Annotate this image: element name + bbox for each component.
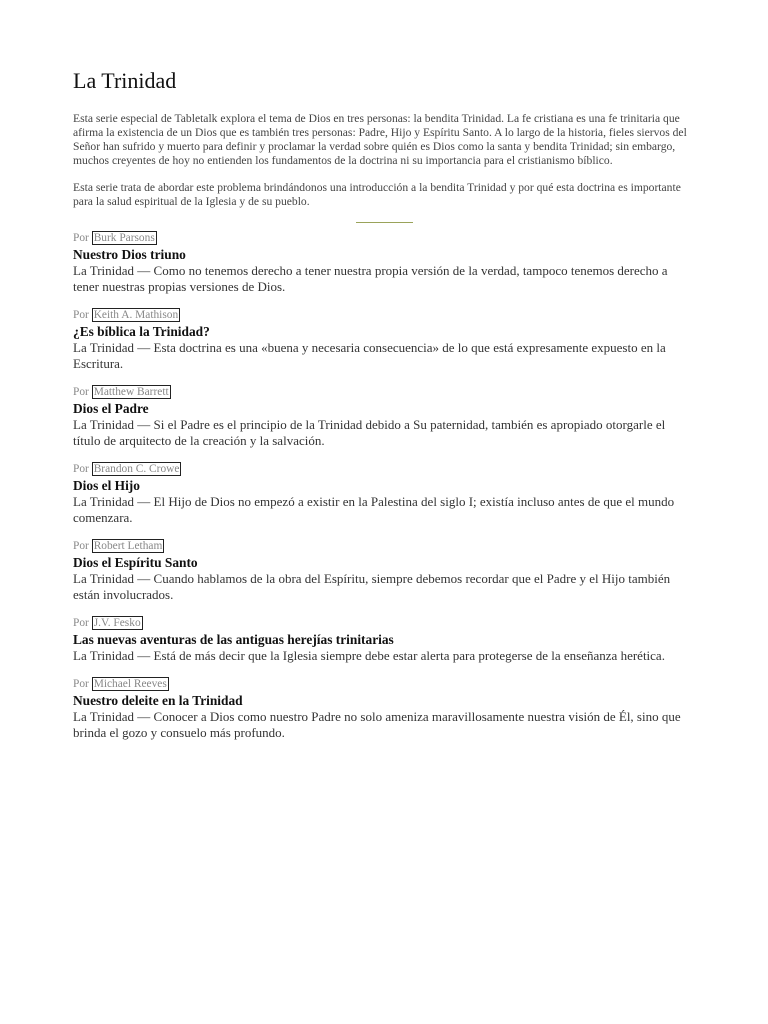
article-list	[73, 231, 695, 741]
intro-section	[73, 112, 695, 209]
article-title[interactable]: Dios el Hijo	[73, 478, 140, 493]
byline	[73, 462, 695, 477]
article-excerpt: La Trinidad — Como no tenemos derecho a tener nuestra propia versión de la verdad, tampoco tenemos derecho a tener nuestras propias versiones de Dios.	[73, 263, 668, 294]
article-title[interactable]: Dios el Padre	[73, 401, 149, 416]
byline	[73, 677, 695, 692]
article-title[interactable]: Las nuevas aventuras de las antiguas herejías trinitarias	[73, 632, 394, 647]
section-divider	[356, 222, 413, 223]
author-link[interactable]: Matthew Barrett	[93, 386, 169, 398]
article-item	[73, 231, 695, 295]
author-link[interactable]: Robert Letham	[93, 540, 163, 552]
byline-prefix: Por	[73, 386, 89, 398]
intro-paragraph-2: Esta serie trata de abordar este problema brindándonos una introducción a la bendita Trinidad y por qué esta doctrina es importante para la salud espiritual de la Iglesia y de su pueblo.	[73, 181, 681, 208]
author-link[interactable]: Michael Reeves	[93, 678, 167, 690]
article-item	[73, 385, 695, 449]
article-excerpt: La Trinidad — Está de más decir que la Iglesia siempre debe estar alerta para protegerse de la enseñanza herética.	[73, 648, 665, 663]
article-excerpt: La Trinidad — Conocer a Dios como nuestro Padre no solo ameniza maravillosamente nuestra visión de Él, sino que brinda el gozo y consuelo más profundo.	[73, 709, 681, 740]
byline	[73, 385, 695, 400]
byline	[73, 616, 695, 631]
byline	[73, 231, 695, 246]
byline-prefix: Por	[73, 678, 89, 690]
page-title: La Trinidad	[73, 68, 177, 93]
article-item	[73, 677, 695, 741]
article-title[interactable]: Nuestro Dios triuno	[73, 247, 186, 262]
byline-prefix: Por	[73, 232, 89, 244]
article-title[interactable]: ¿Es bíblica la Trinidad?	[73, 324, 210, 339]
author-link[interactable]: Keith A. Mathison	[93, 309, 179, 321]
article-title[interactable]: Nuestro deleite en la Trinidad	[73, 693, 243, 708]
byline-prefix: Por	[73, 463, 89, 475]
article-item	[73, 462, 695, 526]
author-link[interactable]: J.V. Fesko	[93, 617, 141, 629]
article-excerpt: La Trinidad — Esta doctrina es una «buena y necesaria consecuencia» de lo que está expresamente expuesto en la Escritura.	[73, 340, 666, 371]
byline-prefix: Por	[73, 617, 89, 629]
author-link[interactable]: Burk Parsons	[93, 232, 155, 244]
article-excerpt: La Trinidad — Si el Padre es el principio de la Trinidad debido a Su paternidad, también es apropiado otorgarle el título de arquitecto de la creación y la salvación.	[73, 417, 666, 448]
author-link[interactable]: Brandon C. Crowe	[93, 463, 180, 475]
article-excerpt: La Trinidad — El Hijo de Dios no empezó a existir en la Palestina del siglo I; existía incluso antes de que el mundo comenzara.	[73, 494, 675, 525]
article-item	[73, 308, 695, 372]
article-excerpt: La Trinidad — Cuando hablamos de la obra del Espíritu, siempre debemos recordar que el Padre y el Hijo también están involucrados.	[73, 571, 671, 602]
byline-prefix: Por	[73, 309, 89, 321]
byline	[73, 539, 695, 554]
byline-prefix: Por	[73, 540, 89, 552]
intro-paragraph-1: Esta serie especial de Tabletalk explora el tema de Dios en tres personas: la bendita Trinidad. La fe cristiana es una fe trinitaria que afirma la existencia de un Dios que es también tres personas: Padre, Hijo y Espíritu Santo. A lo largo de la historia, fieles siervos del Señor han sufrido y muerto para definir y proclamar la verdad sobre quién es Dios como la santa y bendita Trinidad; sin embargo, muchos creyentes de hoy no entienden los fundamentos de la doctrina ni su importancia para el cristianismo bíblico.	[73, 112, 687, 167]
article-item	[73, 539, 695, 603]
byline	[73, 308, 695, 323]
article-item	[73, 616, 695, 664]
article-title[interactable]: Dios el Espíritu Santo	[73, 555, 198, 570]
